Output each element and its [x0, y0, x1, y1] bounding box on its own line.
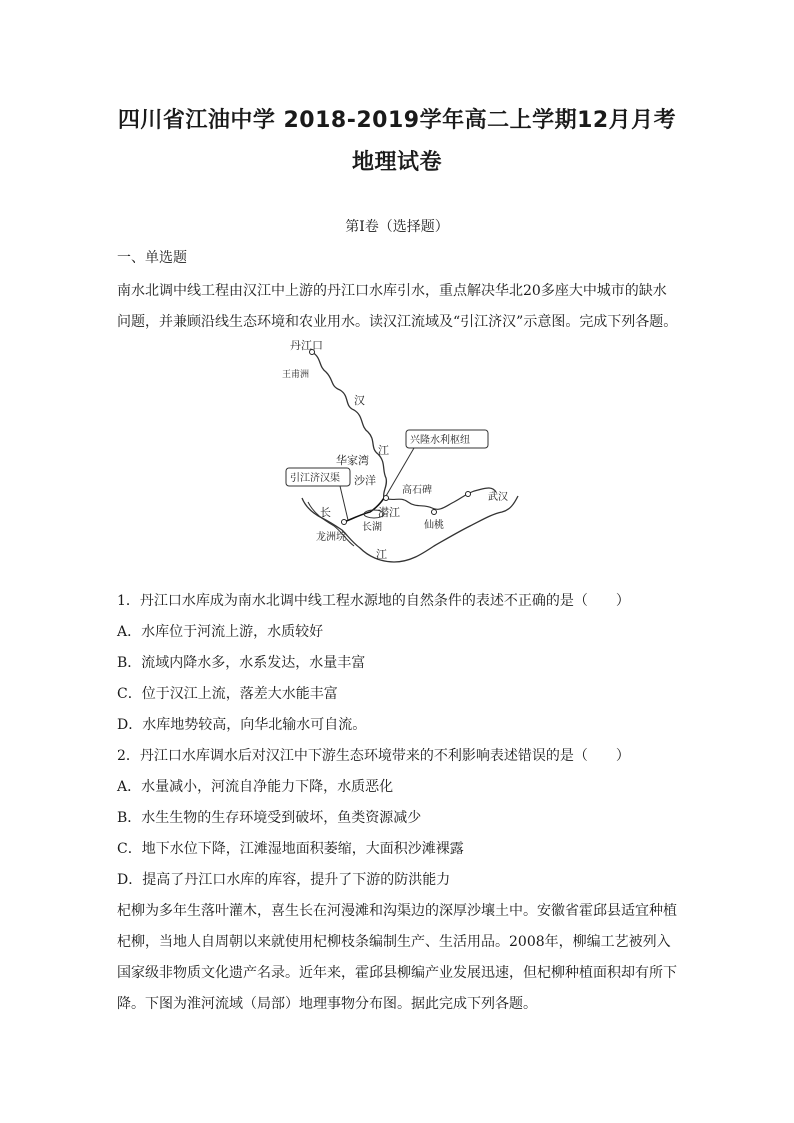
xiantao-point	[432, 510, 437, 515]
label-xinglong: 兴隆水利枢纽	[410, 435, 470, 446]
passage2-line-1: 杞柳为多年生落叶灌木，喜生长在河漫滩和沟渠边的深厚沙壤土中。安徽省霍邱县适宜种植	[117, 903, 677, 919]
exam-subtitle: 地理试卷	[351, 150, 442, 175]
part-heading: 一、单选题	[117, 250, 187, 266]
question-1-option-d[interactable]: D．水库地势较高，向华北输水可自流。	[117, 717, 367, 733]
exam-title: 四川省江油中学 2018-2019学年高二上学期12月月考	[117, 108, 677, 133]
passage2-line-2: 杞柳，当地人自周朝以来就使用杞柳枝条编制生产、生活用品。2008年，柳编工艺被列入	[117, 934, 671, 950]
section-label: 第Ⅰ卷（选择题）	[345, 219, 449, 235]
longzhouyuan-point	[342, 520, 347, 525]
yangtze-course	[302, 496, 518, 562]
question-1-option-b[interactable]: B．流域内降水多，水系发达，水量丰富	[117, 655, 366, 671]
label-chang: 长	[320, 506, 331, 519]
wuhan-point	[466, 492, 471, 497]
label-longzhouyuan: 龙洲垸	[316, 532, 346, 543]
xinglong-point	[384, 496, 389, 501]
label-danjiangkou: 丹江口	[290, 339, 323, 352]
question-2-option-d[interactable]: D．提高了丹江口水库的库容，提升了下游的防洪能力	[117, 872, 451, 888]
label-wuhan: 武汉	[488, 492, 508, 503]
label-han: 汉	[354, 394, 365, 407]
question-2-option-a[interactable]: A．水量减小，河流自净能力下降，水质恶化	[117, 779, 394, 795]
label-huajiawan: 华家湾	[336, 454, 369, 467]
han-lower-course	[384, 488, 496, 509]
label-gaoshibei: 高石碑	[402, 485, 432, 496]
passage1-line-1: 南水北调中线工程由汉江中上游的丹江口水库引水，重点解决华北20多座大中城市的缺水	[117, 283, 667, 299]
label-qianjiang: 潜江	[378, 506, 400, 519]
label-shayang: 沙洋	[354, 474, 376, 487]
label-wangfuzhou: 王甫洲	[282, 370, 310, 380]
yinjiang-callout-pointer	[340, 486, 348, 520]
label-xiantao: 仙桃	[424, 520, 444, 531]
question-1-option-a[interactable]: A．水库位于河流上游，水质较好	[117, 624, 324, 640]
question-2-stem: 2．丹江口水库调水后对汉江中下游生态环境带来的不利影响表述错误的是（ ）	[117, 748, 630, 764]
question-2-option-c[interactable]: C．地下水位下降，江滩湿地面积萎缩，大面积沙滩裸露	[117, 841, 464, 857]
label-jiang-upper: 江	[378, 444, 389, 457]
question-1-option-c[interactable]: C．位于汉江上流，落差大水能丰富	[117, 686, 338, 702]
label-changhu: 长湖	[362, 522, 382, 533]
passage2-line-4: 降。下图为淮河流域（局部）地理事物分布图。据此完成下列各题。	[117, 996, 537, 1012]
question-2-option-b[interactable]: B．水生生物的生存环境受到破坏，鱼类资源减少	[117, 810, 422, 826]
han-river-map	[282, 336, 522, 576]
passage1-line-2: 问题，并兼顾沿线生态环境和农业用水。读汉江流域及“引江济汉”示意图。完成下列各题。	[117, 314, 678, 330]
question-1-stem: 1．丹江口水库成为南水北调中线工程水源地的自然条件的表述不正确的是（ ）	[117, 593, 630, 609]
passage2-line-3: 国家级非物质文化遗产名录。近年来，霍邱县柳编产业发展迅速，但杞柳种植面积却有所下	[117, 965, 677, 981]
label-jiang-lower: 江	[376, 548, 387, 561]
label-yinjiang: 引江济汉渠	[290, 473, 340, 484]
